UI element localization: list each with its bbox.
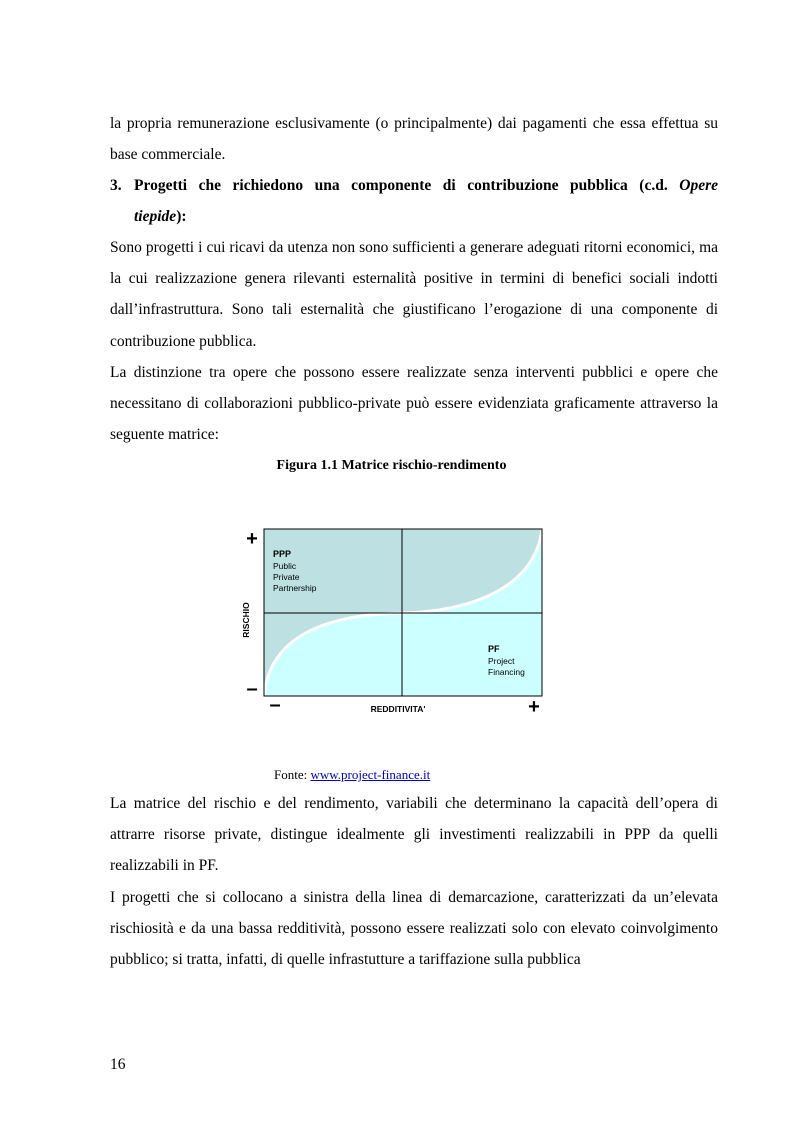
heading-number: 3. [110, 177, 122, 194]
page-number: 16 [110, 1056, 126, 1073]
heading-end: ): [176, 208, 187, 226]
y-axis-plus: + [246, 528, 258, 550]
heading-italic-1: Opere [679, 177, 718, 194]
heading-italic-2: tiepide [134, 208, 177, 226]
source-prefix: Fonte: [274, 767, 311, 782]
heading-text: Progetti che richiedono una componente di contribuzione pubblica (c.d. [134, 177, 680, 194]
figure-source [274, 766, 430, 784]
ppp-line-2: Private [273, 572, 300, 582]
source-link[interactable]: www.project-finance.it [310, 767, 431, 782]
pf-line-1: Project [488, 656, 515, 666]
x-axis-minus: – [269, 694, 281, 716]
x-axis-label: REDDITIVITA' [370, 704, 426, 714]
ppp-line-1: Public [273, 561, 297, 571]
paragraph-1: la propria remunerazione esclusivamente (o principalmente) dai pagamenti che essa effettua su base commerciale. [110, 115, 718, 164]
paragraph-3: La distinzione tra opere che possono essere realizzate senza interventi pubblici e opere che necessitano di collaborazioni pubblico-private può essere evidenziata graficamente attraverso la seguente matrice: [110, 364, 718, 444]
paragraph-5: I progetti che si collocano a sinistra della linea di demarcazione, caratterizzati da un’elevata rischiosità e da una bassa redditività, possono essere realizzati solo con elevato coinvolgimento pubblico; si tratta, infatti, di quelle infrastutture a tariffazione sulla pubblica [110, 889, 718, 969]
y-axis-minus: – [246, 678, 258, 700]
figure-caption: Figura 1.1 Matrice rischio-rendimento [276, 458, 507, 473]
x-axis-plus: + [528, 696, 540, 718]
pf-title: PF [488, 644, 500, 654]
paragraph-4: La matrice del rischio e del rendimento, variabili che determinano la capacità dell’opera di attrarre risorse private, distingue idealmente gli investimenti realizzabili in PPP da quelli realizzabili in PF. [110, 795, 718, 875]
ppp-title: PPP [273, 549, 292, 559]
y-axis-label: RISCHIO [241, 602, 251, 638]
ppp-line-3: Partnership [273, 583, 317, 593]
pf-line-2: Financing [488, 667, 525, 677]
paragraph-2: Sono progetti i cui ricavi da utenza non sono sufficienti a generare adeguati ritorni economici, ma la cui realizzazione genera rilevanti esternalità positive in termini di benefici sociali indotti dall’infrastruttura. Sono tali esternalità che giustificano l’erogazione di una componente di contribuzione pubblica. [110, 239, 718, 350]
